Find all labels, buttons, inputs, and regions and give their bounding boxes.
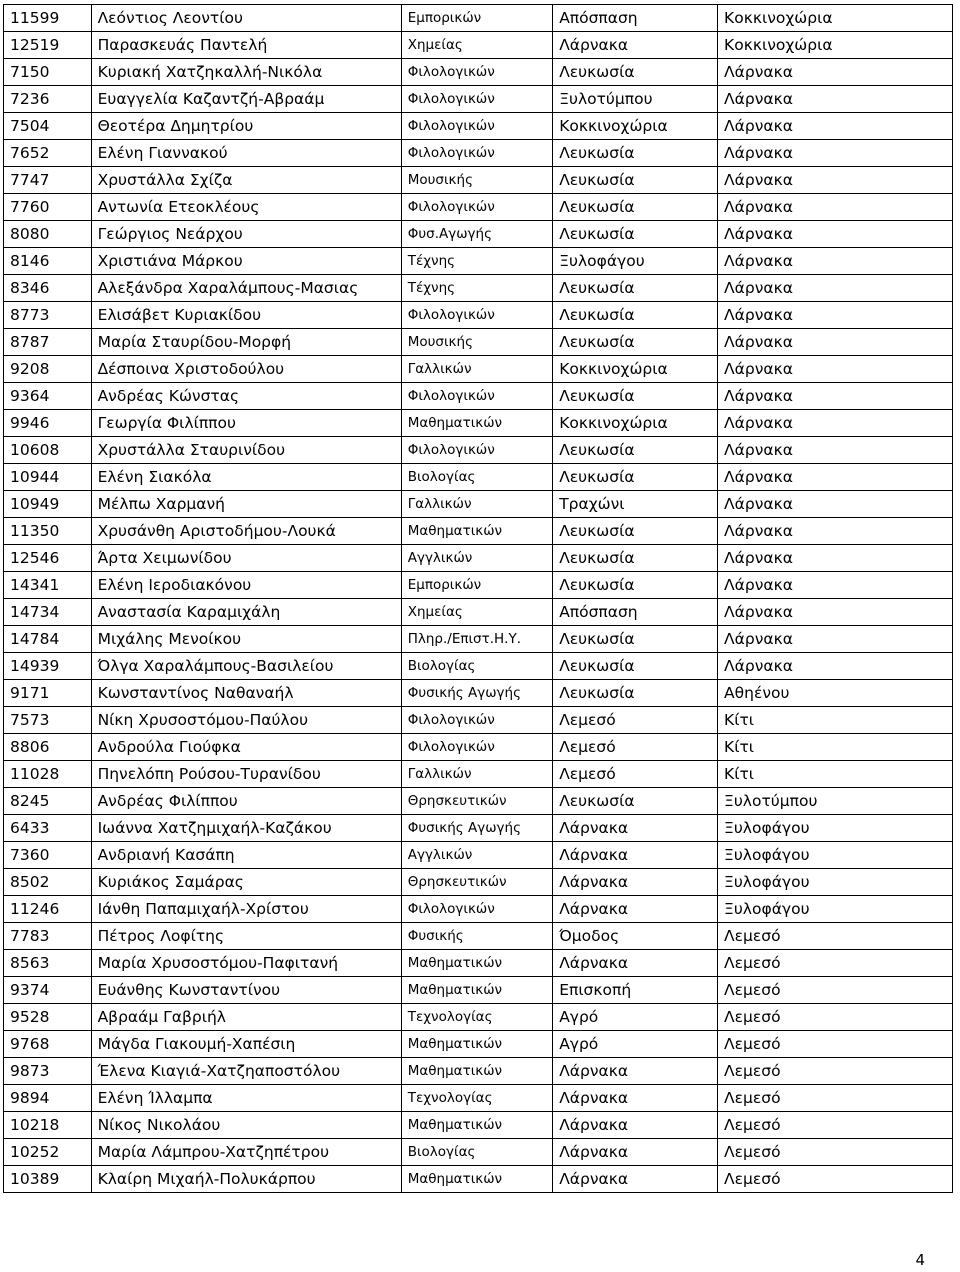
subject-cell: Μαθηματικών bbox=[401, 518, 552, 545]
id-cell: 7760 bbox=[4, 194, 92, 221]
from-cell: Λευκωσία bbox=[553, 464, 718, 491]
to-cell: Λάρνακα bbox=[718, 302, 953, 329]
id-cell: 10608 bbox=[4, 437, 92, 464]
to-cell: Λάρνακα bbox=[718, 410, 953, 437]
name-cell: Κυριάκος Σαμάρας bbox=[91, 869, 401, 896]
from-cell: Λευκωσία bbox=[553, 545, 718, 572]
id-cell: 14939 bbox=[4, 653, 92, 680]
from-cell: Λεμεσό bbox=[553, 761, 718, 788]
table-row bbox=[4, 923, 953, 950]
subject-cell: Μαθηματικών bbox=[401, 1166, 552, 1193]
from-cell: Λευκωσία bbox=[553, 383, 718, 410]
table-row bbox=[4, 545, 953, 572]
to-cell: Κοκκινοχώρια bbox=[718, 32, 953, 59]
id-cell: 8502 bbox=[4, 869, 92, 896]
from-cell: Κοκκινοχώρια bbox=[553, 410, 718, 437]
table-row bbox=[4, 1112, 953, 1139]
to-cell: Λεμεσό bbox=[718, 1166, 953, 1193]
id-cell: 10949 bbox=[4, 491, 92, 518]
name-cell: Νίκη Χρυσοστόμου-Παύλου bbox=[91, 707, 401, 734]
to-cell: Λεμεσό bbox=[718, 977, 953, 1004]
to-cell: Λεμεσό bbox=[718, 1112, 953, 1139]
id-cell: 10389 bbox=[4, 1166, 92, 1193]
table-row bbox=[4, 977, 953, 1004]
id-cell: 7747 bbox=[4, 167, 92, 194]
table-row bbox=[4, 410, 953, 437]
from-cell: Όμοδος bbox=[553, 923, 718, 950]
subject-cell: Τέχνης bbox=[401, 248, 552, 275]
to-cell: Λάρνακα bbox=[718, 275, 953, 302]
subject-cell: Φιλολογικών bbox=[401, 437, 552, 464]
name-cell: Ελένη Γιαννακού bbox=[91, 140, 401, 167]
to-cell: Λάρνακα bbox=[718, 626, 953, 653]
id-cell: 7236 bbox=[4, 86, 92, 113]
from-cell: Λεμεσό bbox=[553, 707, 718, 734]
id-cell: 10218 bbox=[4, 1112, 92, 1139]
name-cell: Ανδρέας Φιλίππου bbox=[91, 788, 401, 815]
to-cell: Λεμεσό bbox=[718, 950, 953, 977]
subject-cell: Φυσικής bbox=[401, 923, 552, 950]
to-cell: Λάρνακα bbox=[718, 545, 953, 572]
from-cell: Αγρό bbox=[553, 1004, 718, 1031]
table-row bbox=[4, 788, 953, 815]
name-cell: Όλγα Χαραλάμπους-Βασιλείου bbox=[91, 653, 401, 680]
subject-cell: Φιλολογικών bbox=[401, 707, 552, 734]
id-cell: 9528 bbox=[4, 1004, 92, 1031]
table-row bbox=[4, 86, 953, 113]
name-cell: Μαρία Χρυσοστόμου-Παφιτανή bbox=[91, 950, 401, 977]
from-cell: Ξυλοφάγου bbox=[553, 248, 718, 275]
table-row bbox=[4, 221, 953, 248]
subject-cell: Φιλολογικών bbox=[401, 113, 552, 140]
from-cell: Λεμεσό bbox=[553, 734, 718, 761]
id-cell: 7573 bbox=[4, 707, 92, 734]
from-cell: Λευκωσία bbox=[553, 788, 718, 815]
table-row bbox=[4, 167, 953, 194]
table-row bbox=[4, 680, 953, 707]
transfers-table bbox=[3, 4, 953, 1193]
name-cell: Λεόντιος Λεοντίου bbox=[91, 5, 401, 32]
from-cell: Λάρνακα bbox=[553, 1166, 718, 1193]
name-cell: Μιχάλης Μενοίκου bbox=[91, 626, 401, 653]
table-row bbox=[4, 491, 953, 518]
page-number: 4 bbox=[915, 1251, 925, 1269]
id-cell: 12519 bbox=[4, 32, 92, 59]
to-cell: Κίτι bbox=[718, 734, 953, 761]
table-row bbox=[4, 275, 953, 302]
id-cell: 8773 bbox=[4, 302, 92, 329]
id-cell: 11599 bbox=[4, 5, 92, 32]
table-row bbox=[4, 761, 953, 788]
name-cell: Ελένη Ίλλαμπα bbox=[91, 1085, 401, 1112]
name-cell: Μαρία Λάμπρου-Χατζηπέτρου bbox=[91, 1139, 401, 1166]
to-cell: Λάρνακα bbox=[718, 221, 953, 248]
name-cell: Ευαγγελία Καζαντζή-Αβραάμ bbox=[91, 86, 401, 113]
subject-cell: Φιλολογικών bbox=[401, 59, 552, 86]
subject-cell: Φυσικής Αγωγής bbox=[401, 815, 552, 842]
to-cell: Λεμεσό bbox=[718, 1031, 953, 1058]
subject-cell: Μαθηματικών bbox=[401, 1031, 552, 1058]
table-row bbox=[4, 59, 953, 86]
subject-cell: Τεχνολογίας bbox=[401, 1085, 552, 1112]
from-cell: Λευκωσία bbox=[553, 221, 718, 248]
table-row bbox=[4, 869, 953, 896]
name-cell: Πέτρος Λοφίτης bbox=[91, 923, 401, 950]
from-cell: Λάρνακα bbox=[553, 1139, 718, 1166]
id-cell: 9873 bbox=[4, 1058, 92, 1085]
to-cell: Λάρνακα bbox=[718, 572, 953, 599]
table-row bbox=[4, 653, 953, 680]
from-cell: Απόσπαση bbox=[553, 5, 718, 32]
subject-cell: Τέχνης bbox=[401, 275, 552, 302]
name-cell: Ελισάβετ Κυριακίδου bbox=[91, 302, 401, 329]
name-cell: Αβραάμ Γαβριήλ bbox=[91, 1004, 401, 1031]
id-cell: 7783 bbox=[4, 923, 92, 950]
from-cell: Κοκκινοχώρια bbox=[553, 356, 718, 383]
from-cell: Λευκωσία bbox=[553, 302, 718, 329]
table-row bbox=[4, 1166, 953, 1193]
subject-cell: Φιλολογικών bbox=[401, 896, 552, 923]
subject-cell: Χημείας bbox=[401, 32, 552, 59]
name-cell: Θεοτέρα Δημητρίου bbox=[91, 113, 401, 140]
to-cell: Λάρνακα bbox=[718, 491, 953, 518]
to-cell: Ξυλοφάγου bbox=[718, 869, 953, 896]
table-row bbox=[4, 950, 953, 977]
to-cell: Λάρνακα bbox=[718, 329, 953, 356]
from-cell: Λευκωσία bbox=[553, 626, 718, 653]
subject-cell: Πληρ./Επιστ.Η.Υ. bbox=[401, 626, 552, 653]
id-cell: 14734 bbox=[4, 599, 92, 626]
id-cell: 9208 bbox=[4, 356, 92, 383]
table-row bbox=[4, 734, 953, 761]
to-cell: Λάρνακα bbox=[718, 248, 953, 275]
name-cell: Γεωργία Φιλίππου bbox=[91, 410, 401, 437]
name-cell: Ελένη Σιακόλα bbox=[91, 464, 401, 491]
from-cell: Λευκωσία bbox=[553, 140, 718, 167]
table-row bbox=[4, 1031, 953, 1058]
name-cell: Ευάνθης Κωνσταντίνου bbox=[91, 977, 401, 1004]
to-cell: Λάρνακα bbox=[718, 383, 953, 410]
name-cell: Δέσποινα Χριστοδούλου bbox=[91, 356, 401, 383]
name-cell: Αντωνία Ετεοκλέους bbox=[91, 194, 401, 221]
id-cell: 8080 bbox=[4, 221, 92, 248]
subject-cell: Φυσικής Αγωγής bbox=[401, 680, 552, 707]
subject-cell: Φυσ.Αγωγής bbox=[401, 221, 552, 248]
subject-cell: Βιολογίας bbox=[401, 653, 552, 680]
to-cell: Λάρνακα bbox=[718, 464, 953, 491]
to-cell: Ξυλοφάγου bbox=[718, 896, 953, 923]
name-cell: Αναστασία Καραμιχάλη bbox=[91, 599, 401, 626]
to-cell: Λάρνακα bbox=[718, 356, 953, 383]
id-cell: 11028 bbox=[4, 761, 92, 788]
subject-cell: Γαλλικών bbox=[401, 491, 552, 518]
to-cell: Λάρνακα bbox=[718, 113, 953, 140]
table-row bbox=[4, 842, 953, 869]
to-cell: Λάρνακα bbox=[718, 437, 953, 464]
subject-cell: Μαθηματικών bbox=[401, 1112, 552, 1139]
name-cell: Χρυσάνθη Αριστοδήμου-Λουκά bbox=[91, 518, 401, 545]
to-cell: Λάρνακα bbox=[718, 653, 953, 680]
id-cell: 14341 bbox=[4, 572, 92, 599]
from-cell: Λευκωσία bbox=[553, 518, 718, 545]
table-row bbox=[4, 1058, 953, 1085]
name-cell: Άρτα Χειμωνίδου bbox=[91, 545, 401, 572]
id-cell: 12546 bbox=[4, 545, 92, 572]
name-cell: Ανδρούλα Γιούφκα bbox=[91, 734, 401, 761]
name-cell: Ελένη Ιεροδιακόνου bbox=[91, 572, 401, 599]
subject-cell: Φιλολογικών bbox=[401, 302, 552, 329]
from-cell: Λευκωσία bbox=[553, 59, 718, 86]
to-cell: Λάρνακα bbox=[718, 167, 953, 194]
table-row bbox=[4, 248, 953, 275]
from-cell: Λευκωσία bbox=[553, 194, 718, 221]
name-cell: Χρυστάλλα Σταυρινίδου bbox=[91, 437, 401, 464]
name-cell: Μέλπω Χαρμανή bbox=[91, 491, 401, 518]
table-row bbox=[4, 599, 953, 626]
table-row bbox=[4, 518, 953, 545]
id-cell: 11350 bbox=[4, 518, 92, 545]
table-row bbox=[4, 626, 953, 653]
name-cell: Ανδριανή Κασάπη bbox=[91, 842, 401, 869]
subject-cell: Εμπορικών bbox=[401, 5, 552, 32]
table-row bbox=[4, 464, 953, 491]
from-cell: Λάρνακα bbox=[553, 815, 718, 842]
from-cell: Απόσπαση bbox=[553, 599, 718, 626]
to-cell: Λάρνακα bbox=[718, 194, 953, 221]
id-cell: 9364 bbox=[4, 383, 92, 410]
table-row bbox=[4, 1139, 953, 1166]
id-cell: 7504 bbox=[4, 113, 92, 140]
subject-cell: Φιλολογικών bbox=[401, 383, 552, 410]
id-cell: 8146 bbox=[4, 248, 92, 275]
from-cell: Λάρνακα bbox=[553, 869, 718, 896]
from-cell: Λάρνακα bbox=[553, 950, 718, 977]
from-cell: Λάρνακα bbox=[553, 1058, 718, 1085]
to-cell: Λεμεσό bbox=[718, 1004, 953, 1031]
from-cell: Λευκωσία bbox=[553, 167, 718, 194]
subject-cell: Μαθηματικών bbox=[401, 410, 552, 437]
name-cell: Μάγδα Γιακουμή-Χαπέσιη bbox=[91, 1031, 401, 1058]
table-row bbox=[4, 329, 953, 356]
table-row bbox=[4, 1085, 953, 1112]
to-cell: Λάρνακα bbox=[718, 140, 953, 167]
from-cell: Λευκωσία bbox=[553, 680, 718, 707]
id-cell: 6433 bbox=[4, 815, 92, 842]
to-cell: Λάρνακα bbox=[718, 59, 953, 86]
to-cell: Ξυλοφάγου bbox=[718, 815, 953, 842]
subject-cell: Βιολογίας bbox=[401, 1139, 552, 1166]
name-cell: Πηνελόπη Ρούσου-Τυρανίδου bbox=[91, 761, 401, 788]
subject-cell: Μαθηματικών bbox=[401, 977, 552, 1004]
subject-cell: Φιλολογικών bbox=[401, 86, 552, 113]
subject-cell: Αγγλικών bbox=[401, 842, 552, 869]
name-cell: Έλενα Κιαγιά-Χατζηαποστόλου bbox=[91, 1058, 401, 1085]
to-cell: Λεμεσό bbox=[718, 923, 953, 950]
subject-cell: Φιλολογικών bbox=[401, 140, 552, 167]
subject-cell: Μαθηματικών bbox=[401, 950, 552, 977]
from-cell: Λευκωσία bbox=[553, 572, 718, 599]
id-cell: 8245 bbox=[4, 788, 92, 815]
id-cell: 8563 bbox=[4, 950, 92, 977]
to-cell: Λεμεσό bbox=[718, 1139, 953, 1166]
table-row bbox=[4, 356, 953, 383]
from-cell: Λάρνακα bbox=[553, 1112, 718, 1139]
to-cell: Λάρνακα bbox=[718, 599, 953, 626]
id-cell: 14784 bbox=[4, 626, 92, 653]
name-cell: Νίκος Νικολάου bbox=[91, 1112, 401, 1139]
id-cell: 9768 bbox=[4, 1031, 92, 1058]
id-cell: 10944 bbox=[4, 464, 92, 491]
id-cell: 8806 bbox=[4, 734, 92, 761]
subject-cell: Γαλλικών bbox=[401, 761, 552, 788]
subject-cell: Μουσικής bbox=[401, 167, 552, 194]
from-cell: Τραχώνι bbox=[553, 491, 718, 518]
to-cell: Λεμεσό bbox=[718, 1085, 953, 1112]
subject-cell: Θρησκευτικών bbox=[401, 788, 552, 815]
to-cell: Λάρνακα bbox=[718, 518, 953, 545]
subject-cell: Χημείας bbox=[401, 599, 552, 626]
to-cell: Ξυλοφάγου bbox=[718, 842, 953, 869]
to-cell: Ξυλοτύμπου bbox=[718, 788, 953, 815]
name-cell: Κλαίρη Μιχαήλ-Πολυκάρπου bbox=[91, 1166, 401, 1193]
name-cell: Μαρία Σταυρίδου-Μορφή bbox=[91, 329, 401, 356]
from-cell: Λάρνακα bbox=[553, 32, 718, 59]
table-body bbox=[4, 5, 953, 1193]
subject-cell: Βιολογίας bbox=[401, 464, 552, 491]
from-cell: Λευκωσία bbox=[553, 329, 718, 356]
to-cell: Κίτι bbox=[718, 707, 953, 734]
table-row bbox=[4, 302, 953, 329]
name-cell: Ιάνθη Παπαμιχαήλ-Χρίστου bbox=[91, 896, 401, 923]
table-row bbox=[4, 437, 953, 464]
from-cell: Κοκκινοχώρια bbox=[553, 113, 718, 140]
from-cell: Ξυλοτύμπου bbox=[553, 86, 718, 113]
from-cell: Επισκοπή bbox=[553, 977, 718, 1004]
to-cell: Αθηένου bbox=[718, 680, 953, 707]
id-cell: 7360 bbox=[4, 842, 92, 869]
id-cell: 9894 bbox=[4, 1085, 92, 1112]
subject-cell: Εμπορικών bbox=[401, 572, 552, 599]
id-cell: 9171 bbox=[4, 680, 92, 707]
to-cell: Κίτι bbox=[718, 761, 953, 788]
from-cell: Λευκωσία bbox=[553, 437, 718, 464]
id-cell: 9374 bbox=[4, 977, 92, 1004]
name-cell: Κωνσταντίνος Ναθαναήλ bbox=[91, 680, 401, 707]
name-cell: Ιωάννα Χατζημιχαήλ-Καζάκου bbox=[91, 815, 401, 842]
table-row bbox=[4, 1004, 953, 1031]
table-row bbox=[4, 572, 953, 599]
from-cell: Λάρνακα bbox=[553, 1085, 718, 1112]
name-cell: Κυριακή Χατζηκαλλή-Νικόλα bbox=[91, 59, 401, 86]
table-row bbox=[4, 140, 953, 167]
id-cell: 10252 bbox=[4, 1139, 92, 1166]
name-cell: Χριστιάνα Μάρκου bbox=[91, 248, 401, 275]
table-row bbox=[4, 383, 953, 410]
from-cell: Λευκωσία bbox=[553, 653, 718, 680]
id-cell: 11246 bbox=[4, 896, 92, 923]
name-cell: Αλεξάνδρα Χαραλάμπους-Μασιας bbox=[91, 275, 401, 302]
table-row bbox=[4, 32, 953, 59]
id-cell: 7150 bbox=[4, 59, 92, 86]
to-cell: Λεμεσό bbox=[718, 1058, 953, 1085]
from-cell: Λάρνακα bbox=[553, 842, 718, 869]
to-cell: Λάρνακα bbox=[718, 86, 953, 113]
table-row bbox=[4, 707, 953, 734]
table-row bbox=[4, 5, 953, 32]
subject-cell: Αγγλικών bbox=[401, 545, 552, 572]
table-row bbox=[4, 896, 953, 923]
subject-cell: Φιλολογικών bbox=[401, 194, 552, 221]
subject-cell: Μαθηματικών bbox=[401, 1058, 552, 1085]
name-cell: Παρασκευάς Παντελή bbox=[91, 32, 401, 59]
subject-cell: Θρησκευτικών bbox=[401, 869, 552, 896]
subject-cell: Φιλολογικών bbox=[401, 734, 552, 761]
id-cell: 8346 bbox=[4, 275, 92, 302]
table-row bbox=[4, 815, 953, 842]
from-cell: Λάρνακα bbox=[553, 896, 718, 923]
id-cell: 8787 bbox=[4, 329, 92, 356]
table-row bbox=[4, 194, 953, 221]
name-cell: Χρυστάλλα Σχίζα bbox=[91, 167, 401, 194]
id-cell: 9946 bbox=[4, 410, 92, 437]
name-cell: Ανδρέας Κώνστας bbox=[91, 383, 401, 410]
subject-cell: Τεχνολογίας bbox=[401, 1004, 552, 1031]
from-cell: Λευκωσία bbox=[553, 275, 718, 302]
table-row bbox=[4, 113, 953, 140]
name-cell: Γεώργιος Νεάρχου bbox=[91, 221, 401, 248]
from-cell: Αγρό bbox=[553, 1031, 718, 1058]
subject-cell: Μουσικής bbox=[401, 329, 552, 356]
to-cell: Κοκκινοχώρια bbox=[718, 5, 953, 32]
id-cell: 7652 bbox=[4, 140, 92, 167]
subject-cell: Γαλλικών bbox=[401, 356, 552, 383]
